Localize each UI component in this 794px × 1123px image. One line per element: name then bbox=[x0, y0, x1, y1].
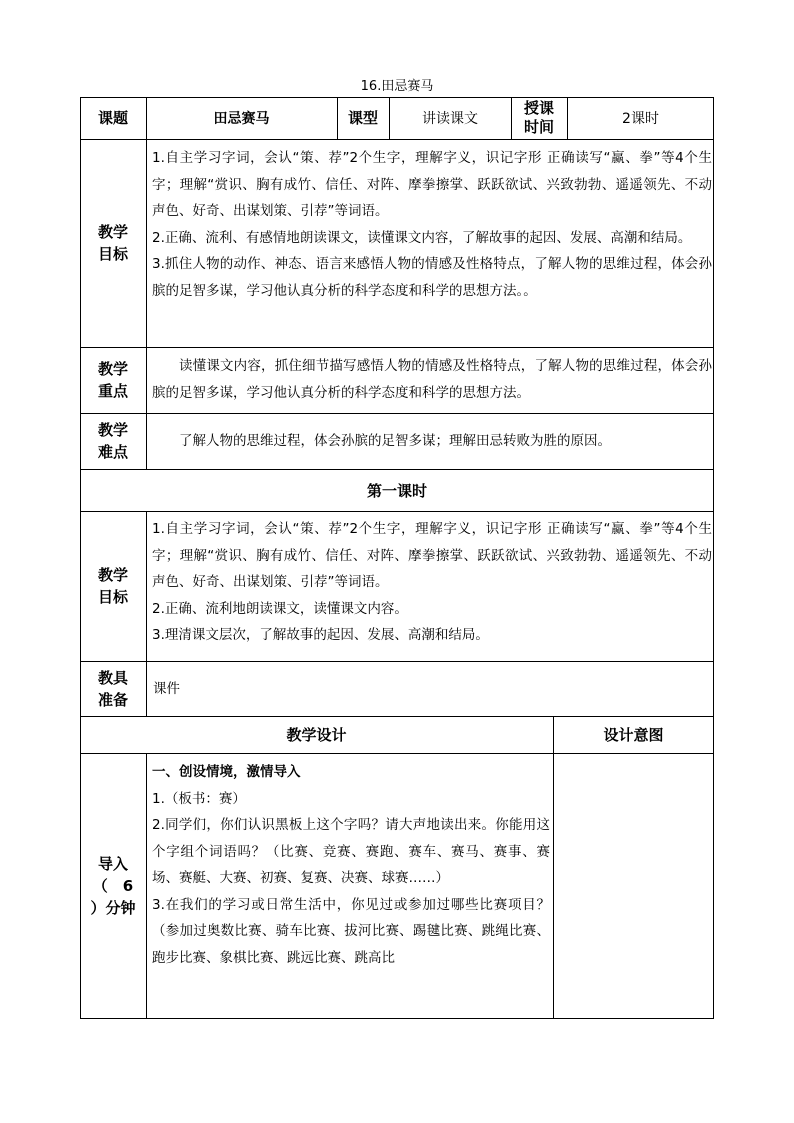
goal-item: 2.正确、流利、有感情地朗读课文，读懂课文内容，了解故事的起因、发展、高潮和结局。 bbox=[152, 229, 692, 246]
goals-lesson-label-line1: 教学 bbox=[97, 566, 128, 584]
goals-lesson-label bbox=[80, 511, 146, 661]
tools-text: 课件 bbox=[153, 681, 180, 697]
intro-item: 3.在我们的学习或日常生活中，你见过或参加过哪些比赛项目？（参加过奥数比赛、骑车比赛、拔河比赛、踢毽比赛、跳绳比赛、跑步比赛、象棋比赛、跳远比赛、跳高比 bbox=[152, 896, 550, 966]
shijian-label bbox=[511, 97, 567, 139]
shijian-label-line2: 时间 bbox=[523, 118, 554, 136]
tools-label-line2: 准备 bbox=[97, 690, 128, 709]
intro-label bbox=[80, 753, 146, 1019]
goal-item: 1.自主学习字词，会认“策、荐”2个生字，理解字义，识记字形 正确读写“赢、拳”等4个生字；理解“赏识、胸有成竹、信任、对阵、摩拳擦掌、跃跃欲试、兴致勃勃、遥遥领先、不动声色、好奇、出谋划策、引荐”等词语。 bbox=[152, 150, 712, 219]
goal-item: 1.自主学习字词，会认“策、荐”2个生字，理解字义，识记字形 正确读写“赢、拳”等4个生字；理解“赏识、胸有成竹、信任、对阵、摩拳擦掌、跃跃欲试、兴致勃勃、遥遥领先、不动声色、好奇、出谋划策、引荐”等词语。 bbox=[152, 521, 712, 590]
intro-content bbox=[152, 759, 550, 1017]
tools-label bbox=[80, 661, 146, 716]
tools-label-line1: 教具 bbox=[97, 668, 128, 687]
column-divider bbox=[146, 753, 147, 1019]
column-divider bbox=[146, 97, 147, 469]
column-divider bbox=[553, 716, 554, 1019]
row-divider bbox=[80, 413, 714, 414]
goals-overall-label bbox=[80, 139, 146, 347]
intro-item: 2.同学们，你们认识黑板上这个字吗？请大声地读出来。你能用这个字组个词语吗？（比赛、竞赛、赛跑、赛车、赛马、赛事、赛场、赛艇、大赛、初赛、复赛、决赛、球赛……） bbox=[152, 817, 550, 886]
shijian-value: 2课时 bbox=[622, 111, 659, 127]
ketii-label: 课题 bbox=[97, 109, 128, 127]
difficulties-label bbox=[80, 413, 146, 469]
key-points-text: 读懂课文内容，抓住细节描写感悟人物的情感及性格特点，了解人物的思维过程，体会孙膑的足智多谋，学习他认真分析的科学态度和科学的思想方法。 bbox=[152, 358, 712, 401]
column-divider bbox=[146, 511, 147, 716]
key-points-label-line2: 重点 bbox=[97, 382, 128, 400]
goals-lesson-label-line2: 目标 bbox=[97, 588, 128, 606]
difficulties-label-line1: 教学 bbox=[97, 421, 128, 439]
goal-item: 2.正确、流利地朗读课文，读懂课文内容。 bbox=[152, 600, 408, 617]
shijian-label-line1: 授课 bbox=[523, 99, 554, 117]
row-divider bbox=[80, 661, 714, 662]
goals-overall-content bbox=[152, 145, 712, 304]
ketii-value: 田忌赛马 bbox=[213, 111, 270, 127]
row-divider bbox=[80, 753, 714, 754]
row-divider bbox=[80, 139, 714, 140]
key-points-label bbox=[80, 347, 146, 413]
intro-item: 1.（板书：赛） bbox=[152, 790, 246, 807]
intro-label-line1: 导入 bbox=[97, 855, 128, 873]
tools-content bbox=[153, 676, 543, 703]
goal-item: 3.抓住人物的动作、神态、语言来感悟人物的情感及性格特点，了解人物的思维过程，体会孙膑的足智多谋，学习他认真分析的科学态度和科学的思想方法。。 bbox=[152, 256, 712, 299]
goal-item: 3.理清课文层次，了解故事的起因、发展、高潮和结局。 bbox=[152, 627, 489, 643]
design-header-left: 教学设计 bbox=[286, 726, 347, 744]
key-points-content bbox=[152, 353, 712, 406]
row-divider bbox=[80, 511, 714, 512]
goals-overall-label-line2: 目标 bbox=[97, 245, 128, 263]
goals-lesson-content bbox=[152, 516, 712, 649]
key-points-label-line1: 教学 bbox=[97, 360, 128, 378]
goals-overall-label-line1: 教学 bbox=[97, 223, 128, 241]
row-divider bbox=[80, 347, 714, 348]
lesson-one-title: 第一课时 bbox=[366, 481, 427, 500]
intro-label-line3: ）分钟 bbox=[90, 899, 136, 917]
intro-heading: 一、创设情境，激情导入 bbox=[152, 764, 301, 780]
intro-label-line2: （ 6 bbox=[92, 877, 134, 895]
design-header-right: 设计意图 bbox=[603, 726, 664, 744]
difficulties-text: 了解人物的思维过程，体会孙膑的足智多谋；理解田忌转败为胜的原因。 bbox=[179, 433, 611, 449]
difficulties-content bbox=[152, 428, 712, 455]
difficulties-label-line2: 难点 bbox=[97, 443, 128, 461]
kexing-value: 讲读课文 bbox=[422, 111, 478, 127]
page-title: 16.田忌赛马 bbox=[360, 79, 434, 94]
kexing-label: 课型 bbox=[347, 109, 378, 127]
